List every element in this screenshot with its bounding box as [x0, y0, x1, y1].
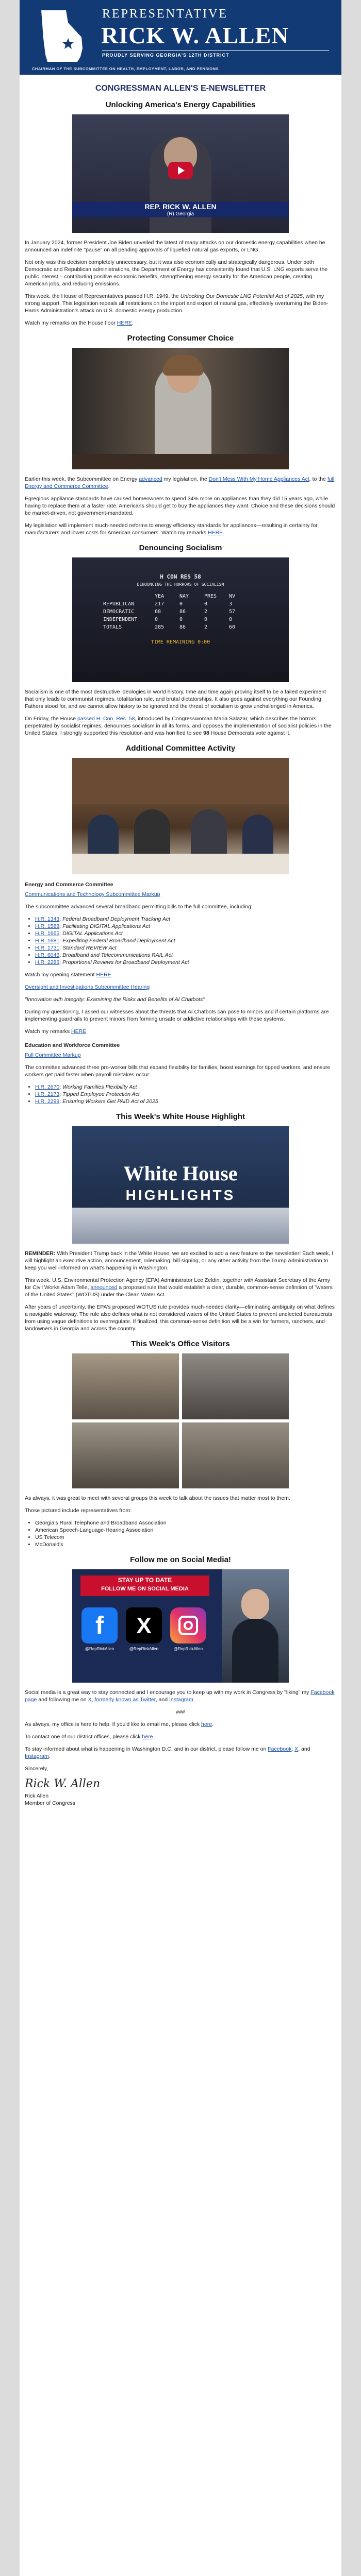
section-heading-visitors: This Week's Office Visitors — [131, 1340, 230, 1348]
dem-yea: 68 — [155, 609, 161, 615]
dem-pres: 2 — [204, 609, 208, 615]
watch-opening-statement: Watch my opening statement HERE — [25, 972, 111, 978]
x-icon[interactable]: X — [126, 1607, 162, 1643]
tot-yea: 285 — [155, 624, 165, 630]
visitors-paragraph-2: Those pictured include representatives from: — [25, 1507, 132, 1514]
stay-informed-paragraph: To stay informed about what is happening in Washington D.C. and in our district, please follow me on Facebook, X, and Instagram. — [25, 1746, 310, 1759]
bill-link[interactable]: H.R. 2173 — [35, 1091, 60, 1097]
bill-link[interactable]: H.R. 2299 — [35, 1098, 60, 1105]
signer-role: Member of Congress — [25, 1800, 76, 1806]
section-heading-whitehouse: This Week's White House Highlight — [116, 1112, 245, 1121]
ind-nv: 0 — [229, 617, 233, 622]
x-link[interactable]: X — [294, 1746, 299, 1752]
list-item: • H.R. 2299: Ensuring Workers Get PAID Act of 2025 — [35, 1098, 336, 1105]
instagram-link[interactable]: Instagram — [169, 1697, 193, 1703]
list-item: • McDonald's — [35, 1541, 336, 1548]
visitor-photo — [72, 1422, 179, 1488]
energy-paragraph-1: In January 2024, former President Joe Biden unveiled the latest of many attacks on our domestic energy capabilities when he announced an indefinite "pause" on all pending approvals of liquefied natural gas exports, or LNG. — [25, 240, 325, 253]
appliances-act-link[interactable]: Don't Mess With My Home Appliances Act — [208, 476, 309, 482]
bill-link[interactable]: H.R. 1681 — [35, 938, 60, 944]
signature: Rick W. Allen — [25, 1777, 101, 1790]
list-item: • H.R. 2173: Tipped Employee Protection Act — [35, 1091, 336, 1098]
social-banner-line2: FOLLOW ME ON SOCIAL MEDIA — [101, 1586, 189, 1592]
x-handle: @RepRickAllen — [129, 1647, 159, 1651]
energy-paragraph-3: This week, the House of Representatives passed H.R. 1949, the Unlocking Our Domestic LNG Potential Act of 2025, with my strong support. This legislation repeals all restrictions on the import and export of natural gas, effectively overturning the Biden-Harris Administration's attack on U.S. domestic energy production. — [25, 293, 329, 314]
video-caption-state: (R) Georgia — [167, 211, 194, 217]
announced-link[interactable]: announced — [90, 1284, 118, 1291]
visitor-photo-grid — [72, 1353, 289, 1488]
list-item: • Georgia's Rural Telephone and Broadband Association — [35, 1519, 336, 1527]
socialism-paragraph-1: Socialism is one of the most destructive ideologies in world history, time and time again proving itself to be a failed experiment that only leads to communist regimes, totalitarian rule, and brutal dictatorships. It also goes against everything our Founding Fathers stood for, and we cannot allow history to be ignored and the threat of socialism to grow unchallenged in America. — [25, 689, 326, 709]
ec-paragraph: The subcommittee advanced several broadband permitting bills to the full committee, including: — [25, 904, 253, 910]
list-item: • H.R. 2286: Proportional Reviews for Broadband Deployment Act — [35, 959, 336, 966]
edu-bill-list — [25, 1083, 336, 1105]
vote-board-photo — [72, 557, 289, 682]
social-banner-line1: STAY UP TO DATE — [118, 1577, 172, 1584]
bill-link[interactable]: H.R. 2286 — [35, 959, 60, 965]
header-tagline: PROUDLY SERVING GEORGIA'S 12TH DISTRICT — [102, 53, 229, 58]
section-heading-consumer: Protecting Consumer Choice — [127, 334, 234, 343]
edu-heading: Education and Workforce Committee — [25, 1042, 120, 1048]
tot-nv: 60 — [229, 624, 236, 630]
ind-label: INDEPENDENT — [103, 617, 138, 622]
oi-remarks-link[interactable]: HERE — [71, 1028, 87, 1035]
edu-paragraph: The committee advanced three pro-worker bills that expand flexibility for families, boost earnings for tipped workers, and ensure workers get paid faster when payroll mistakes occur: — [25, 1064, 331, 1078]
whitehouse-banner — [72, 1126, 289, 1244]
list-item: • H.R. 2670: Working Families Flexibility Act — [35, 1083, 336, 1091]
instagram-icon[interactable] — [170, 1607, 206, 1643]
consumer-photo — [72, 348, 289, 469]
x-twitter-link[interactable]: X, formerly known as Twitter — [88, 1697, 156, 1703]
vote-title: H CON RES 58 — [160, 573, 201, 580]
socialism-paragraph-2: On Friday, the House passed H. Con. Res. 58, introduced by Congresswoman Maria Salazar, which describes the horrors perpetrated by socialist regimes, denounces socialism in all its forms, and opposes the implementation of socialist policies in the United States. I strongly supported this resolution and was horrified to see 98 House Democrats vote against it. — [25, 716, 332, 736]
list-item: • H.R. 1681: Expediting Federal Broadband Deployment Act — [35, 937, 336, 944]
whitehouse-subtitle: HIGHLIGHTS — [125, 1187, 236, 1203]
tot-pres: 2 — [204, 624, 208, 630]
header-chair: CHAIRMAN OF THE SUBCOMMITTEE ON HEALTH, EMPLOYMENT, LABOR, AND PENSIONS — [32, 66, 219, 71]
signer-name: Rick Allen — [25, 1793, 49, 1799]
whitehouse-paragraph-3: After years of uncertainty, the EPA's proposed WOTUS rule provides much-needed clarity—eliminating ambiguity on what defines a navigable waterway. The rule also defines what is not considered waters of the United States to prevent unelected bureaucrats from using vague definitions to overregulate. If finalized, this common-sense definition will be a win for farmers, ranchers, and landowners in Georgia and across the country. — [25, 1304, 335, 1332]
video-thumbnail-energy[interactable] — [72, 114, 289, 233]
newsletter-title: CONGRESSMAN ALLEN'S E-NEWSLETTER — [95, 84, 266, 93]
georgia-state-icon — [32, 7, 90, 65]
visitors-paragraph-1: As always, it was great to meet with several groups this week to talk about the issues that matter most to them. — [25, 1495, 290, 1501]
header-banner — [20, 0, 341, 75]
yea-header: YEA — [155, 594, 165, 599]
list-item: • H.R. 1665: DIGITAL Applications Act — [35, 930, 336, 937]
header-name: RICK W. ALLEN — [101, 22, 289, 48]
visitor-list — [25, 1519, 336, 1548]
watch-remarks: Watch my remarks HERE — [25, 1028, 87, 1035]
edu-markup-link[interactable]: Full Committee Markup — [25, 1052, 81, 1058]
ec-bill-list — [25, 916, 336, 966]
ind-nay: 0 — [179, 617, 183, 622]
advanced-link[interactable]: advanced — [139, 476, 162, 482]
hcon-res-link[interactable]: passed H. Con. Res. 58 — [77, 716, 135, 722]
full-committee-link[interactable]: full Energy and Commerce Committee — [25, 476, 335, 489]
dem-label: DEMOCRATIC — [103, 609, 135, 615]
whitehouse-title: White House — [123, 1162, 238, 1185]
list-item: • American Speech-Language-Hearing Association — [35, 1527, 336, 1534]
rep-nay: 0 — [179, 601, 183, 607]
tot-label: TOTALS — [103, 624, 122, 630]
committee-photo — [72, 758, 289, 874]
dem-nv: 57 — [229, 609, 236, 615]
ind-pres: 0 — [204, 617, 208, 622]
ec-heading: Energy and Commerce Committee — [25, 882, 113, 888]
play-button-icon[interactable] — [168, 162, 193, 179]
bill-link[interactable]: H.R. 2670 — [35, 1084, 60, 1090]
social-banner — [72, 1569, 289, 1683]
consumer-remarks-link[interactable]: HERE — [207, 530, 223, 536]
section-heading-socialism: Denouncing Socialism — [139, 544, 222, 552]
whitehouse-paragraph-1: REMINDER: With President Trump back in the White House, we are excited to add a new feature to the newsletter! Each week, I will highlight an executive action, announcement, rulemaking, bill signing, or any other activity from the Trump Administration to keep you well-informed on what's happening in Washington. — [25, 1250, 334, 1271]
pres-header: PRES — [204, 594, 217, 599]
nay-header: NAY — [179, 594, 189, 599]
section-heading-energy: Unlocking America's Energy Capabilities — [105, 100, 256, 109]
whitehouse-paragraph-2: This week, U.S. Environmental Protection Agency (EPA) Administrator Lee Zeldin, together with Assistant Secretary of the Army for Civil Works Adam Telle, announced a proposed rule that would establish a clear, durable, common-sense definition of "waters of the United States" (WOTUS) under the Clean Water Act. — [25, 1277, 333, 1298]
facebook-icon[interactable]: f — [81, 1607, 118, 1643]
header-rep-label: REPRESENTATIVE — [102, 7, 228, 21]
video-caption-name: REP. RICK W. ALLEN — [144, 202, 217, 211]
facebook-link[interactable]: Facebook — [268, 1746, 292, 1752]
email-link[interactable]: here — [201, 1721, 212, 1727]
consumer-paragraph-3: My legislation will implement much-needed reforms to energy efficiency standards for appliances—resulting in certainty for manufacturers and lower costs for American consumers. Watch my remarks HERE. — [25, 522, 318, 536]
vote-subtitle: DENOUNCING THE HORRORS OF SOCIALISM — [137, 582, 224, 587]
consumer-paragraph-1: Earlier this week, the Subcommittee on Energy advanced my legislation, the Don't Mess With My Home Appliances Act, to the full Energy and Commerce Committee. — [25, 476, 335, 489]
bill-link[interactable]: H.R. 1343 — [35, 916, 60, 922]
bill-link[interactable]: H.R. 1588 — [35, 923, 60, 929]
time-remaining: TIME REMAINING 0:00 — [151, 639, 210, 645]
facebook-handle: @RepRickAllen — [85, 1647, 114, 1651]
separator: ### — [176, 1709, 185, 1715]
energy-paragraph-4: Watch my remarks on the House floor HERE. — [25, 320, 134, 326]
instagram-handle: @RepRickAllen — [173, 1647, 203, 1651]
rep-nv: 3 — [229, 601, 233, 607]
list-item: • H.R. 1588: Facilitating DIGITAL Applications Act — [35, 923, 336, 930]
district-paragraph: To contact one of our district offices, please click here. — [25, 1734, 155, 1740]
district-offices-link[interactable]: here — [142, 1734, 153, 1740]
tot-nay: 86 — [179, 624, 186, 630]
visitor-photo — [182, 1422, 289, 1488]
section-heading-committee: Additional Committee Activity — [125, 744, 236, 753]
dem-nay: 86 — [179, 609, 186, 615]
rep-portrait — [222, 1569, 289, 1683]
oi-hearing-title: "Innovation with Integrity: Examining the Risks and Benefits of AI Chatbots" — [25, 996, 205, 1003]
energy-paragraph-2: Not only was this decision completely unnecessary, but it was also economically and strategically dangerous. Under both Democratic and Republican administrations, the Department of Energy has consistently found that U.S. LNG exports serve the public interest – contributing positive economic benefits, strengthening energy security for the American people, creating American jobs, and reducing emissions. — [25, 259, 328, 287]
email-paragraph: As always, my office is here to help. If you'd like to email me, please click here. — [25, 1721, 214, 1727]
header-divider — [102, 50, 329, 51]
opening-statement-link[interactable]: HERE — [96, 972, 111, 978]
bill-link[interactable]: H.R. 1665 — [35, 930, 60, 937]
bill-link[interactable]: H.R. 6046 — [35, 952, 60, 958]
visitor-photo — [182, 1353, 289, 1419]
facebook-page-link[interactable]: Facebook page — [25, 1689, 335, 1703]
list-item: • US Telecom — [35, 1534, 336, 1541]
social-paragraph-1: Social media is a great way to stay connected and I encourage you to keep up with my work in Congress by "liking" my Facebook page and following me on X, formerly known as Twitter, and Instagram. — [25, 1689, 335, 1703]
oi-subcommittee-link[interactable]: Oversight and Investigations Subcommittee Hearing — [25, 984, 150, 990]
bill-link[interactable]: H.R. 1731 — [35, 945, 60, 951]
list-item: • H.R. 6046: Broadband and Telecommunications RAIL Act — [35, 952, 336, 959]
visitor-photo — [72, 1353, 179, 1419]
list-item: • H.R. 1731: Standard REVIEW Act — [35, 944, 336, 952]
rep-label: REPUBLICAN — [103, 601, 135, 607]
ind-yea: 0 — [155, 617, 158, 622]
rep-yea: 217 — [155, 601, 165, 607]
oi-paragraph: During my questioning, I asked our witnesses about the threats that AI Chatbots can pose to minors and if certain platforms are implementing guardrails to prevent minors from forming unsafe or addictive relationships with these systems. — [25, 1009, 329, 1022]
consumer-paragraph-2: Egregious appliance standards have caused homeowners to spend 34% more on appliances than they did 15 years ago, while having to replace them at a faster rate. Americans should get to buy the appliances they want. Choice and these decisions should be market-driven, not government-mandated. — [25, 496, 335, 516]
nv-header: NV — [229, 594, 236, 599]
sincerely: Sincerely, — [25, 1766, 48, 1772]
rep-pres: 0 — [204, 601, 208, 607]
list-item: • H.R. 1343: Federal Broadband Deployment Tracking Act — [35, 916, 336, 923]
section-heading-social: Follow me on Social Media! — [130, 1555, 231, 1564]
energy-remarks-link[interactable]: HERE — [117, 320, 132, 326]
instagram-footer-link[interactable]: Instagram — [25, 1753, 49, 1759]
ct-subcommittee-link[interactable]: Communications and Technology Subcommittee Markup — [25, 891, 160, 897]
